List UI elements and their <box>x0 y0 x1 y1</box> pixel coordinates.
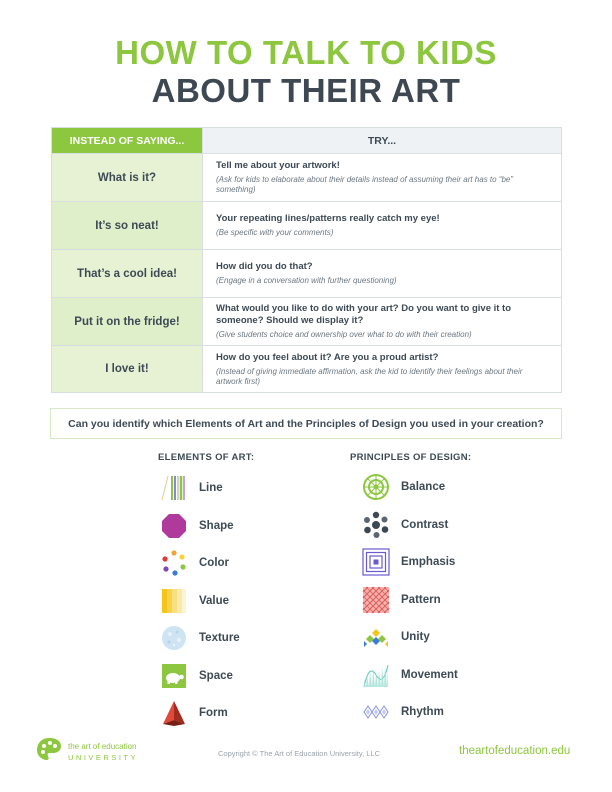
element-texture <box>160 624 240 652</box>
try-cell <box>203 154 562 202</box>
table-row <box>52 154 562 202</box>
principle-balance <box>362 473 445 501</box>
principle-movement <box>362 661 458 689</box>
element-form <box>160 699 228 727</box>
elements-heading: ELEMENTS OF ART: <box>158 452 255 463</box>
header-try: TRY... <box>203 128 562 154</box>
color-dots-icon <box>160 549 188 577</box>
concentric-squares-icon <box>362 548 390 576</box>
principle-contrast <box>362 511 448 539</box>
try-cell <box>203 346 562 393</box>
principle-rhythm <box>362 698 444 726</box>
try-note: (Ask for kids to elaborate about their details instead of assuming their art has to “be” something) <box>216 175 514 194</box>
principle-label: Emphasis <box>401 556 456 568</box>
element-shape <box>160 512 234 540</box>
table-row <box>52 250 562 298</box>
pyramid-icon <box>160 699 188 727</box>
element-label: Texture <box>199 632 240 644</box>
instead-cell: That’s a cool idea! <box>52 250 203 298</box>
try-text: How do you feel about it? Are you a proud artist? <box>216 351 439 363</box>
website-link[interactable]: theartofeducation.edu <box>459 745 571 757</box>
table-row <box>52 202 562 250</box>
try-cell <box>203 250 562 298</box>
element-label: Line <box>199 482 223 494</box>
element-line <box>160 474 223 502</box>
try-text: Tell me about your artwork! <box>216 160 340 171</box>
instead-cell: It’s so neat! <box>52 202 203 250</box>
element-label: Form <box>199 707 228 719</box>
try-cell <box>203 298 562 346</box>
page-title-line-2: ABOUT THEIR ART <box>151 72 461 109</box>
value-gradient-icon <box>160 587 188 615</box>
comparison-table <box>51 127 562 393</box>
element-label: Value <box>199 595 230 607</box>
palette-logo-icon <box>36 736 62 767</box>
principle-emphasis <box>362 548 455 576</box>
principle-label: Unity <box>401 631 430 643</box>
mandala-icon <box>362 473 390 501</box>
try-note: (Instead of giving immediate affirmation, ask the kid to identify their feelings about their artwork first) <box>216 366 523 386</box>
try-note: (Engage in a conversation with further questioning) <box>216 276 397 285</box>
principle-unity <box>362 623 430 651</box>
reflection-question: Can you identify which Elements of Art and the Principles of Design you used in your creation? <box>50 408 562 439</box>
element-color <box>160 549 229 577</box>
instead-cell: Put it on the fridge! <box>52 298 203 346</box>
try-note: (Be specific with your comments) <box>216 228 334 237</box>
try-note: (Give students choice and ownership over what to do with their creation) <box>216 330 472 339</box>
footer-logo[interactable] <box>36 736 138 767</box>
logo-text <box>68 741 138 763</box>
element-label: Color <box>199 557 230 569</box>
pattern-icon <box>362 586 390 614</box>
page-title-line-1: HOW TO TALK TO KIDS <box>115 34 497 71</box>
try-cell <box>203 202 562 250</box>
try-text: What would you like to do with your art? Do you want to give it to someone? Should we display it? <box>216 303 512 326</box>
contrast-dots-icon <box>362 511 390 539</box>
element-label: Shape <box>199 520 234 532</box>
turtle-icon <box>160 662 188 690</box>
table-header-row <box>52 128 562 154</box>
try-text: Your repeating lines/patterns really catch my eye! <box>216 213 440 224</box>
principle-label: Contrast <box>401 519 449 531</box>
principle-label: Pattern <box>401 594 441 606</box>
principle-pattern <box>362 586 441 614</box>
table-row <box>52 298 562 346</box>
header-instead: INSTEAD OF SAYING... <box>52 128 203 154</box>
logo-line-1: the art of education <box>68 741 137 751</box>
element-label: Space <box>199 670 233 682</box>
rhythm-icon <box>362 698 390 726</box>
instead-cell: I love it! <box>52 346 203 393</box>
logo-line-2: UNIVERSITY <box>68 752 139 762</box>
principles-heading: PRINCIPLES OF DESIGN: <box>350 452 472 463</box>
principle-label: Balance <box>401 481 446 493</box>
element-value <box>160 587 229 615</box>
element-space <box>160 662 233 690</box>
table-row <box>52 346 562 393</box>
copyright-text: Copyright © The Art of Education University, LLC <box>218 749 380 758</box>
try-text: How did you do that? <box>216 261 313 272</box>
principle-label: Rhythm <box>401 706 444 718</box>
diamond-grid-icon <box>362 623 390 651</box>
line-icon <box>160 474 188 502</box>
texture-icon <box>160 624 188 652</box>
principle-label: Movement <box>401 669 458 681</box>
movement-icon <box>362 661 390 689</box>
instead-cell: What is it? <box>52 154 203 202</box>
octagon-icon <box>160 512 188 540</box>
